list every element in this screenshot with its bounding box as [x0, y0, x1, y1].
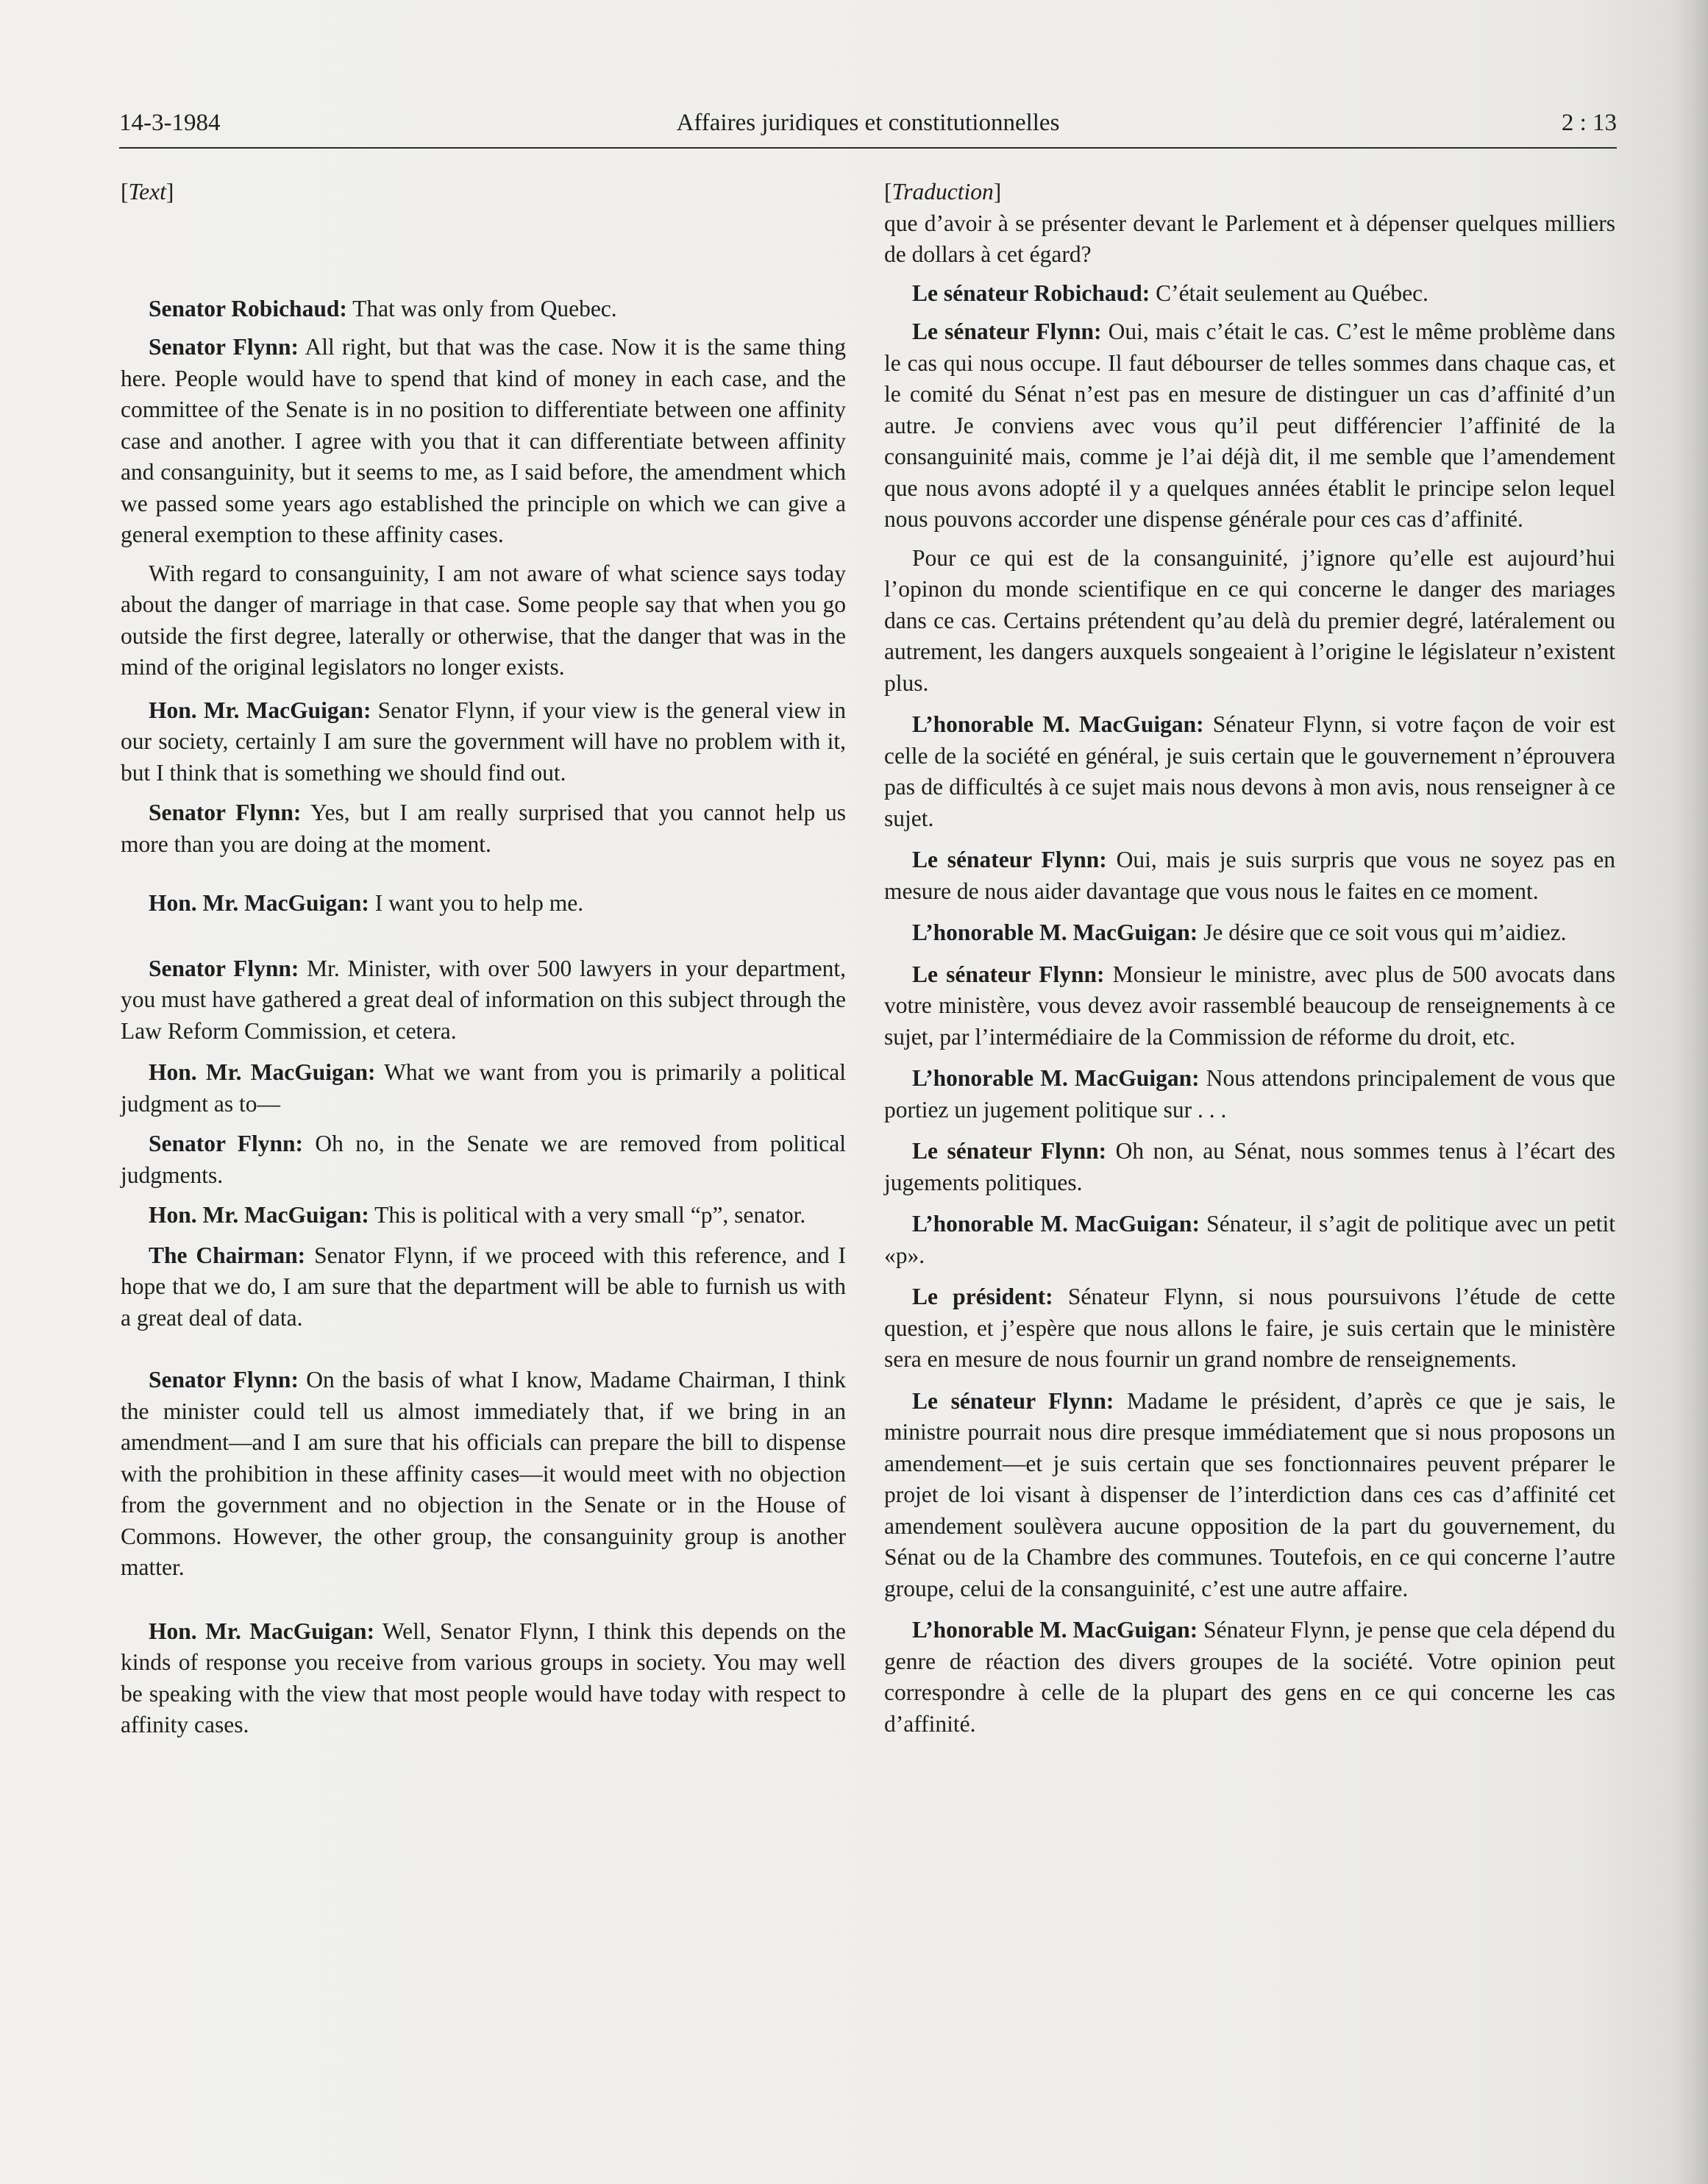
speech-text: Sénateur Flynn, je pense que cela dépend du genre de réaction des divers groupes de la société. Votre opinion peut correspondre à celle de la plupart des gens en ce qui concerne les cas d’affinité.: [884, 1617, 1615, 1737]
page-header: [119, 102, 1617, 146]
speaker-name: Hon. Mr. MacGuigan:: [149, 697, 371, 723]
speech-text: Sénateur Flynn, si votre façon de voir est celle de la société en général, je suis certain que le gouvernement n’éprouvera pas de difficultés à ce sujet mais nous devons à mon avis, nous renseigner à ce sujet.: [884, 711, 1616, 831]
speaker-name: Senator Flynn:: [149, 1367, 299, 1392]
speech-text: Nous attendons principalement de vous que portiez un jugement politique sur . . .: [884, 1065, 1615, 1123]
speaker-name: Hon. Mr. MacGuigan:: [149, 1618, 375, 1644]
continued-paragraph: que d’avoir à se présenter devant le Parlement et à dépenser quelques milliers de dollars à cet égard?: [884, 210, 1615, 267]
speaker-name: Senator Flynn:: [149, 334, 299, 360]
speech-text: On the basis of what I know, Madame Chairman, I think the minister could tell us almost immediately that, if we bring in an amendment—and I am sure that his officials can prepare the bill to dispense with the prohibition in these affinity cases—it would meet with no objection from the government and no objection in the Senate or in the House of Commons. However, the other group, the consanguinity group is another matter.: [121, 1367, 846, 1580]
transcript-paragraph: [884, 1615, 1615, 1740]
transcript-paragraph: [121, 1200, 846, 1231]
transcript-paragraph: [121, 1057, 846, 1120]
header-rule: [119, 147, 1617, 149]
speech-text: Oui, mais je suis surpris que vous ne soyez pas en mesure de nous aider davantage que vous nous le faites en ce moment.: [884, 847, 1615, 904]
speaker-name: Hon. Mr. MacGuigan:: [149, 1059, 376, 1085]
transcript-paragraph: [121, 797, 846, 860]
section-marker-traduction: [Traduction]: [884, 179, 1002, 204]
speaker-name: L’honorable M. MacGuigan:: [912, 711, 1204, 737]
transcript-paragraph: [884, 917, 1615, 949]
transcript-paragraph: [121, 953, 846, 1047]
speech-text: Oh non, au Sénat, nous sommes tenus à l’écart des jugements politiques.: [884, 1138, 1615, 1195]
speaker-name: Le sénateur Flynn:: [912, 319, 1102, 344]
speech-text: What we want from you is primarily a political judgment as to—: [121, 1059, 846, 1117]
transcript-paragraph: [884, 1136, 1615, 1198]
speech-text: Yes, but I am really surprised that you cannot help us more than you are doing at the moment.: [121, 800, 846, 857]
speech-text: Sénateur Flynn, si nous poursuivons l’étude de cette question, et j’espère que nous allons le faire, je suis certain que le ministère sera en mesure de nous fournir un grand nombre de renseignements.: [884, 1284, 1616, 1372]
speaker-name: Le sénateur Robichaud:: [912, 280, 1150, 306]
speech-text: Je désire que ce soit vous qui m’aidiez.: [1198, 920, 1567, 945]
speaker-name: Le sénateur Flynn:: [912, 1138, 1107, 1164]
transcript-paragraph: [884, 543, 1615, 700]
transcript-paragraph: [121, 332, 846, 551]
speaker-name: Le président:: [912, 1284, 1053, 1309]
speech-text: Monsieur le ministre, avec plus de 500 avocats dans votre ministère, vous devez avoir rassemblé beaucoup de renseignements à ce sujet, par l’intermédiaire de la Commission de réforme du droit, etc.: [884, 961, 1615, 1050]
speech-text: Madame le président, d’après ce que je sais, le ministre pourrait nous dire presque immédiatement que si nous proposons un amendement—et je suis certain que ses fonctionnaires peuvent préparer le projet de loi visant à dispenser de l’interdiction dans ces cas d’affinité cet amendement soulèvera aucune opposition de la part du gouvernement, du Sénat ou de la Chambre des communes. Toutefois, en ce qui concerne l’autre groupe, celui de la consanguinité, c’est une autre affaire.: [884, 1387, 1615, 1601]
french-column: [884, 177, 1615, 1740]
english-column: [121, 177, 846, 1741]
speaker-name: L’honorable M. MacGuigan:: [912, 1211, 1200, 1237]
transcript-paragraph: [884, 844, 1615, 907]
transcript-paragraph: [121, 1240, 846, 1334]
speaker-name: Le sénateur Flynn:: [912, 847, 1107, 872]
speech-text: C’était seulement au Québec.: [1150, 280, 1428, 306]
speaker-name: L’honorable M. MacGuigan:: [912, 920, 1198, 945]
speaker-name: Senator Flynn:: [149, 800, 302, 825]
speaker-name: Le sénateur Flynn:: [912, 961, 1105, 987]
transcript-paragraph: [121, 1616, 846, 1741]
transcript-paragraph: [884, 1209, 1615, 1271]
speaker-name: Senator Flynn:: [149, 955, 299, 981]
transcript-paragraph: [884, 316, 1615, 536]
speaker-name: Hon. Mr. MacGuigan:: [149, 1202, 369, 1228]
transcript-paragraph: [121, 695, 846, 789]
transcript-paragraph: [884, 1386, 1615, 1605]
speech-text: Sénateur, il s’agit de politique avec un petit «p».: [884, 1211, 1616, 1268]
speech-text: Oui, mais c’était le cas. C’est le même problème dans le cas qui nous occupe. Il faut débourser de telles sommes dans chaque cas, et le comité du Sénat n’est pas en mesure de distinguer un cas d’affinité d’un autre. Je conviens avec vous qu’il peut différencier l’affinité de la consanguinité mais, comme je l’ai déjà dit, il me semble que l’amendement que nous avons adopté il y a quelques années établit le principe selon lequel nous pouvons accorder une dispense générale pour ces cas d’affinité.: [884, 319, 1615, 532]
speaker-name: The Chairman:: [149, 1242, 306, 1268]
transcript-paragraph: [884, 1281, 1615, 1376]
speech-text: Mr. Minister, with over 500 lawyers in your department, you must have gathered a great deal of information on this subject through the Law Reform Commission, et cetera.: [121, 955, 846, 1044]
speech-text: Senator Flynn, if we proceed with this reference, and I hope that we do, I am sure that the department will be able to furnish us with a great deal of data.: [121, 1242, 846, 1331]
speech-text: This is political with a very small “p”, senator.: [369, 1202, 806, 1228]
speaker-name: L’honorable M. MacGuigan:: [912, 1065, 1200, 1091]
transcript-paragraph: [884, 959, 1615, 1053]
header-date: 14-3-1984: [119, 110, 221, 136]
speech-text: All right, but that was the case. Now it is the same thing here. People would have to spend that kind of money in each case, and the committee of the Senate is in no position to differentiate between one affinity case and another. I agree with you that it can differentiate between affinity and consanguinity, but it seems to me, as I said before, the amendment which we passed some years ago established the principle on which we can give a general exemption to these affinity cases.: [121, 334, 846, 547]
transcript-paragraph: [121, 1365, 846, 1584]
speech-text: Well, Senator Flynn, I think this depends on the kinds of response you receive from various groups in society. You may well be speaking with the view that most people would have today with respect to affinity cases.: [121, 1618, 846, 1737]
speech-text: Pour ce qui est de la consanguinité, j’ignore qu’elle est aujourd’hui l’opinon du monde scientifique en ce qui concerne le danger des mariages dans ce cas. Certains prétendent qu’au delà du premier degré, latéralement ou autrement, les dangers auxquels songeaient à l’origine le législateur n’existent plus.: [884, 544, 1615, 696]
section-marker-text: [Text]: [121, 179, 174, 204]
transcript-paragraph: [121, 294, 846, 325]
transcript-paragraph: [121, 888, 846, 920]
speech-text: Oh no, in the Senate we are removed from political judgments.: [121, 1131, 846, 1188]
speech-text: That was only from Quebec.: [346, 295, 617, 321]
speech-text: With regard to consanguinity, I am not aware of what science says today about the danger of marriage in that case. Some people say that when you go outside the first degree, laterally or otherwise, that the danger that was in the mind of the original legislators no longer exists.: [121, 560, 846, 680]
transcript-paragraph: [884, 709, 1615, 834]
speaker-name: Le sénateur Flynn:: [912, 1387, 1114, 1414]
transcript-paragraph: [121, 1128, 846, 1191]
transcript-paragraph: [884, 278, 1615, 310]
speech-text: I want you to help me.: [369, 890, 584, 916]
header-title: Affaires juridiques et constitutionnelles: [676, 110, 1060, 136]
speaker-name: L’honorable M. MacGuigan:: [912, 1617, 1198, 1643]
transcript-paragraph: [121, 558, 846, 683]
header-page-number: 2 : 13: [1561, 110, 1617, 136]
speaker-name: Senator Robichaud:: [149, 295, 347, 321]
speaker-name: Hon. Mr. MacGuigan:: [149, 890, 369, 916]
speech-text: Senator Flynn, if your view is the general view in our society, certainly I am sure the government will have no problem with it, but I think that is something we should find out.: [121, 697, 846, 786]
speaker-name: Senator Flynn:: [149, 1131, 304, 1156]
transcript-paragraph: [884, 1063, 1615, 1125]
